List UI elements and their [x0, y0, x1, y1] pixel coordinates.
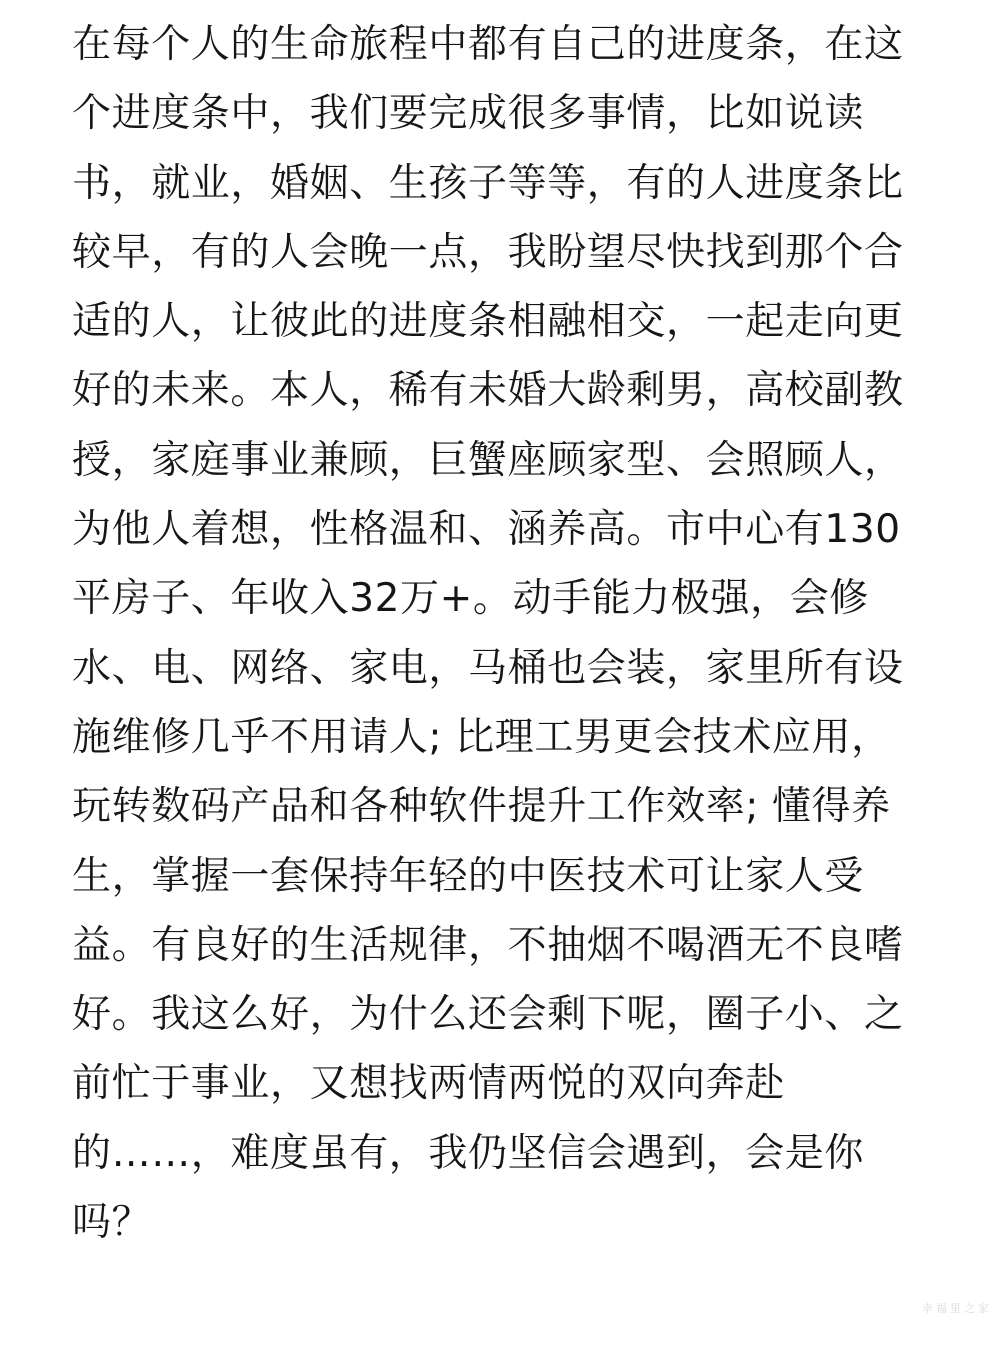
text-line: 在每个人的生命旅程中都有自己的进度条，在这: [72, 22, 904, 67]
text-line: 好的未来。本人，稀有未婚大龄剩男，高校副教: [72, 368, 904, 414]
text-line: 好。我这么好，为什么还会剩下呢，圈子小、之: [72, 992, 904, 1038]
text-line: 较早，有的人会晚一点，我盼望尽快找到那个合: [72, 229, 904, 275]
text-line: 水、电、网络、家电，马桶也会装，家里所有设: [72, 645, 904, 691]
text-line: 益。有良好的生活规律，不抽烟不喝酒无不良嗜: [72, 922, 904, 968]
text-line: 书，就业，婚姻、生孩子等等，有的人进度条比: [72, 160, 904, 206]
text-line: 平房子、年收入32万+。动手能力极强，会修: [72, 576, 869, 622]
text-line: 生，掌握一套保持年轻的中医技术可让家人受: [72, 853, 865, 899]
text-line: 授，家庭事业兼顾，巨蟹座顾家型、会照顾人，: [72, 437, 904, 483]
post-text: [72, 10, 932, 1257]
text-line: 施维修几乎不用请人; 比理工男更会技术应用，: [72, 714, 891, 760]
text-line: 吗？: [72, 1200, 152, 1246]
text-line: 为他人着想，性格温和、涵养高。市中心有130: [72, 507, 901, 553]
watermark: 幸福里之家: [922, 1302, 992, 1315]
text-line: 个进度条中，我们要完成很多事情，比如说读: [72, 91, 865, 137]
text-line: 玩转数码产品和各种软件提升工作效率; 懂得养: [72, 784, 891, 830]
text-line: 的……，难度虽有，我仍坚信会遇到，会是你: [72, 1130, 865, 1176]
text-line: 前忙于事业，又想找两情两悦的双向奔赴: [72, 1061, 785, 1107]
text-line: 适的人，让彼此的进度条相融相交，一起走向更: [72, 299, 904, 345]
